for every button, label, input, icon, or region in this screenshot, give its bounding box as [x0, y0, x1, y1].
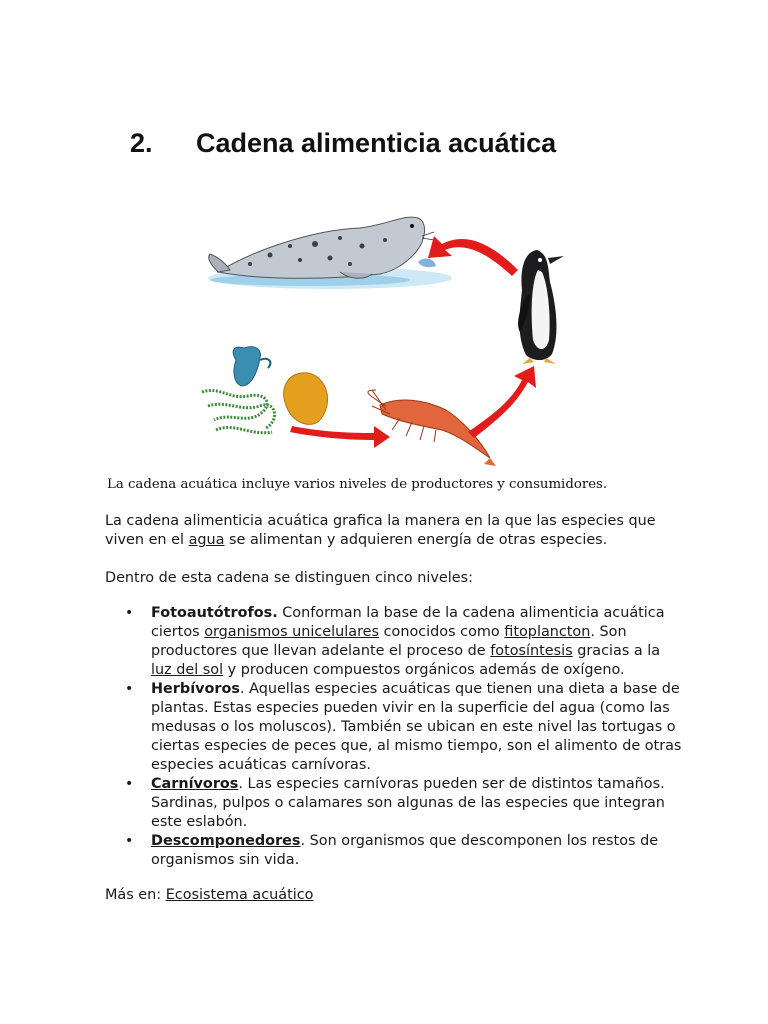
- level-text: . Aquellas especies acuáticas que tienen una dieta a base de plantas. Estas especies pueden vivir en la superficie del agua (como las medusas o los moluscos). También se ubican en este nivel las tortugas o ciertas especies de peces que, al mismo tiempo, son el alimento de otras especies acuáticas carnívoras.: [151, 681, 682, 773]
- section-number: 2.: [130, 128, 153, 158]
- list-item: [123, 775, 683, 832]
- more-link-line: [105, 886, 313, 905]
- fitoplancton-link[interactable]: fitoplancton: [504, 624, 591, 640]
- bullet-icon: •: [125, 833, 134, 849]
- bullet-icon: •: [125, 605, 134, 621]
- seal-icon: [208, 217, 452, 289]
- level-term: Herbívoros: [151, 681, 240, 697]
- food-chain-illustration: [190, 200, 590, 480]
- agua-link[interactable]: agua: [188, 532, 225, 548]
- list-item: [123, 604, 683, 680]
- levels-list: [123, 604, 683, 870]
- section-heading: [130, 128, 556, 159]
- phytoplankton-icon: [202, 347, 328, 433]
- level-term: Fotoautótrofos.: [151, 605, 278, 621]
- level-text: conocidos como: [379, 624, 505, 640]
- fotosintesis-link[interactable]: fotosíntesis: [490, 643, 573, 659]
- levels-intro: Dentro de esta cadena se distinguen cinco niveles:: [105, 570, 473, 586]
- figure-caption: La cadena acuática incluye varios niveles de productores y consumidores.: [107, 477, 608, 492]
- luz-del-sol-link[interactable]: luz del sol: [151, 662, 224, 678]
- intro-paragraph: [105, 512, 665, 550]
- level-text: . Son organismos que descomponen los restos de organismos sin vida.: [151, 833, 659, 868]
- descomponedores-link[interactable]: Descomponedores: [151, 833, 301, 849]
- bullet-icon: •: [125, 681, 134, 697]
- organismos-unicelulares-link[interactable]: organismos unicelulares: [204, 624, 380, 640]
- ecosistema-acuatico-link[interactable]: Ecosistema acuático: [165, 887, 314, 903]
- penguin-icon: [518, 250, 564, 364]
- more-label: Más en:: [105, 887, 166, 903]
- level-text: y producen compuestos orgánicos además de oxígeno.: [223, 662, 625, 678]
- intro-text-2: se alimentan y adquieren energía de otras especies.: [224, 532, 608, 548]
- list-item: [123, 680, 683, 775]
- level-text: . Las especies carnívoras pueden ser de distintos tamaños. Sardinas, pulpos o calamares son algunas de las especies que integran este eslabón.: [151, 776, 665, 830]
- list-item: [123, 832, 683, 870]
- intro-text-1: La cadena alimenticia acuática grafica la manera en la que las especies que viven en el: [105, 513, 656, 548]
- carnivoros-link[interactable]: Carnívoros: [151, 776, 239, 792]
- section-title: Cadena alimenticia acuática: [196, 128, 557, 158]
- level-text: Conforman la base de la cadena alimenticia acuática ciertos: [151, 605, 665, 640]
- bullet-icon: •: [125, 776, 134, 792]
- level-text: . Son productores que llevan adelante el proceso de: [151, 624, 627, 659]
- level-text: gracias a la: [572, 643, 661, 659]
